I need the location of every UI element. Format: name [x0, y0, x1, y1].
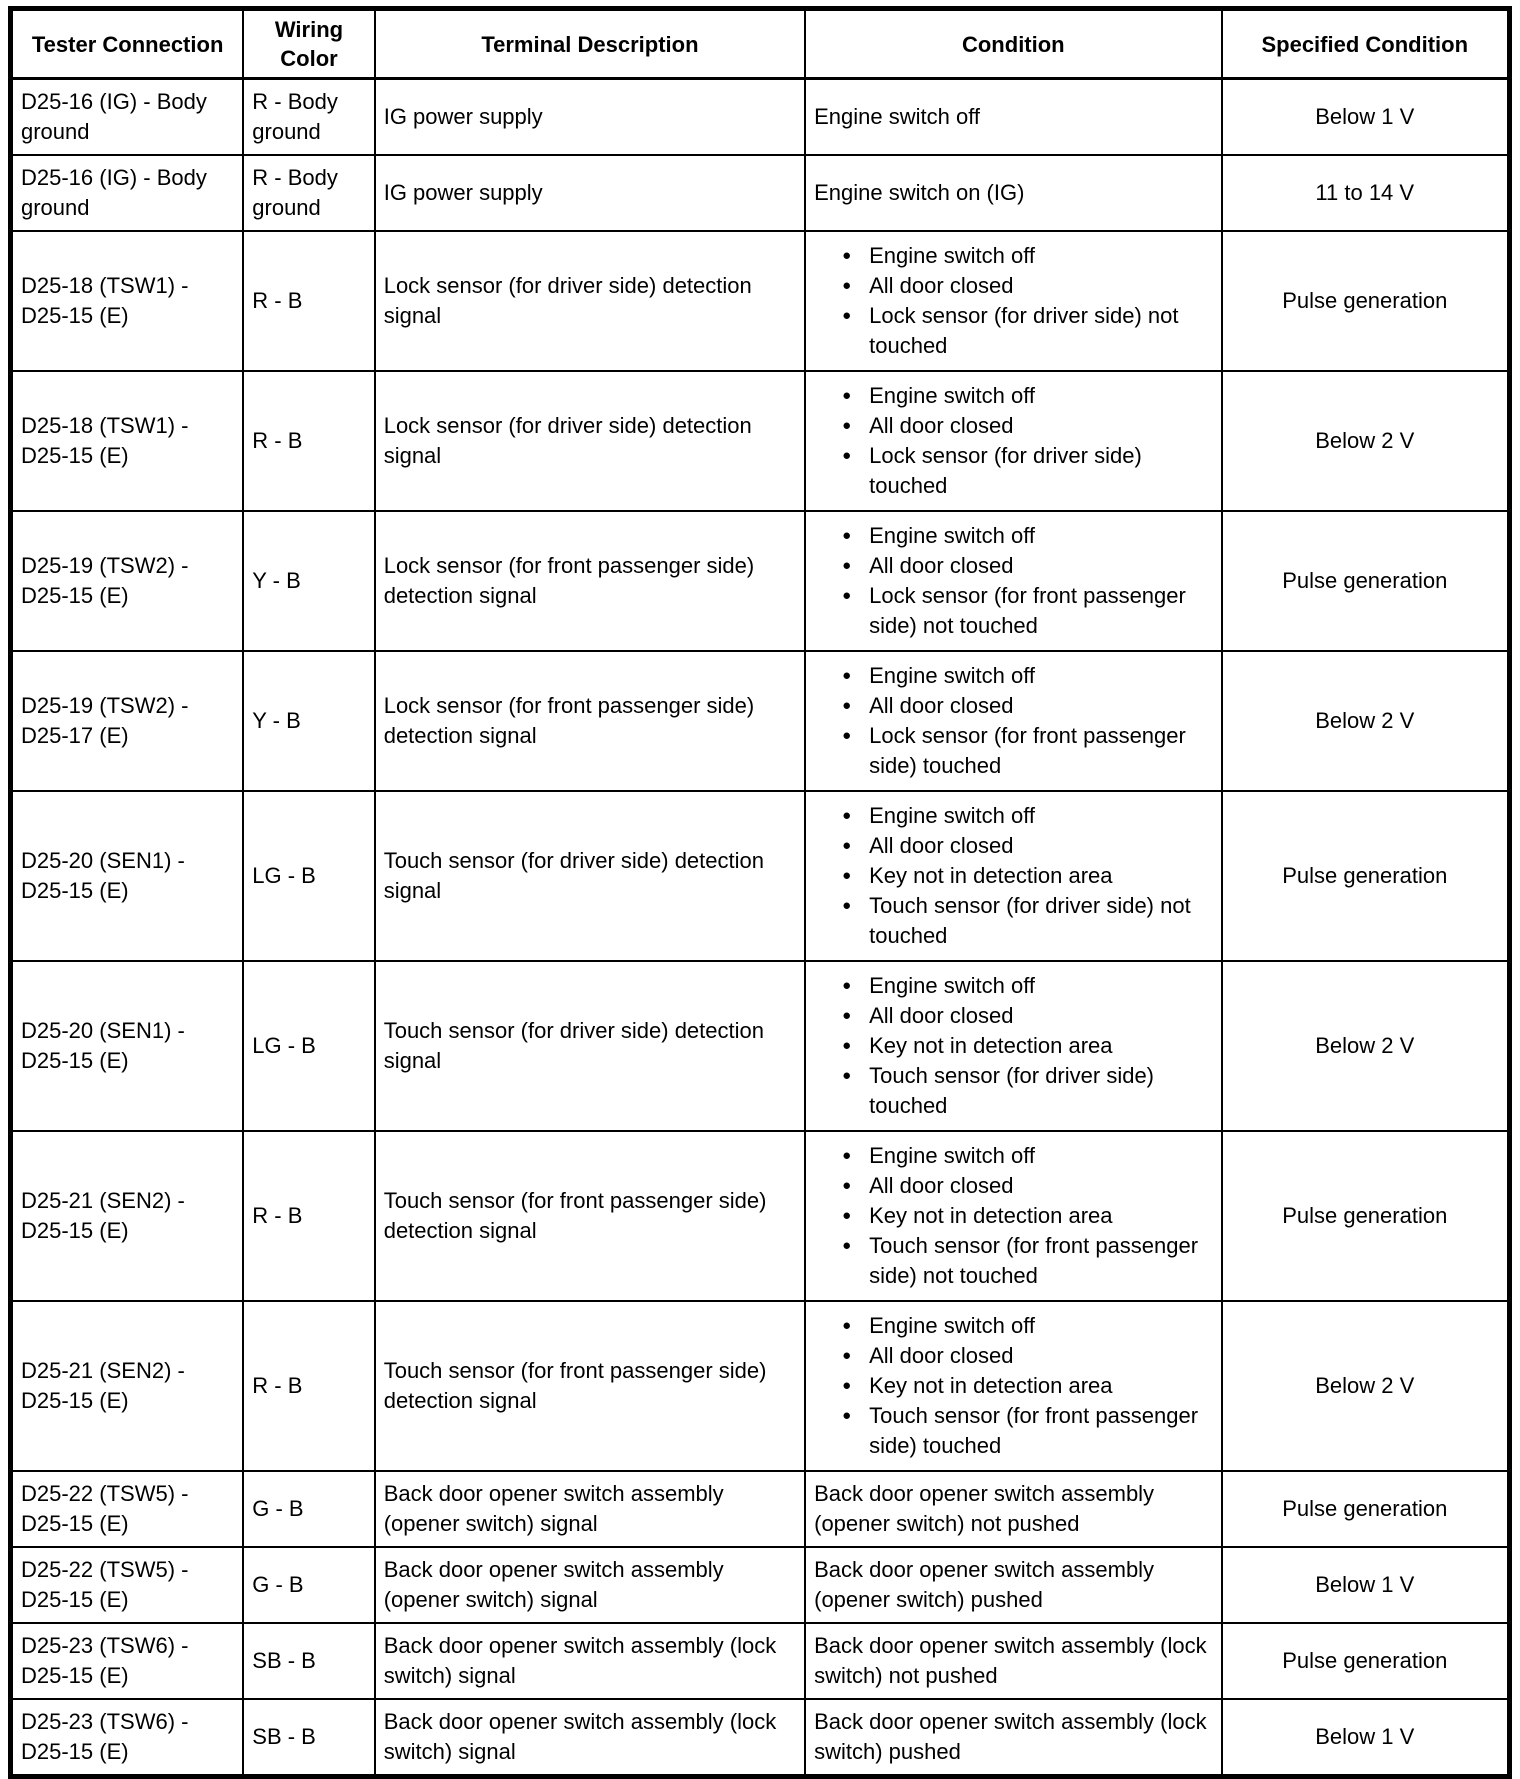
specified-condition-cell: Pulse generation	[1222, 1131, 1510, 1301]
table-row	[11, 1131, 1510, 1301]
condition-text: Touch sensor (for driver side) not touched	[869, 893, 1191, 948]
wiring-color-cell: R - B	[243, 231, 374, 371]
condition-bullet-item	[842, 891, 1210, 951]
condition-bullet-item	[842, 971, 1210, 1001]
table-row	[11, 371, 1510, 511]
table-row	[11, 1471, 1510, 1547]
bullet-icon: ●	[842, 1377, 852, 1394]
condition-cell: Engine switch on (IG)	[805, 155, 1221, 231]
condition-text: Key not in detection area	[869, 1203, 1113, 1228]
condition-text: All door closed	[869, 1343, 1014, 1368]
terminal-description-cell: Touch sensor (for front passenger side) detection signal	[375, 1131, 805, 1301]
condition-cell	[805, 231, 1221, 371]
table-row	[11, 1547, 1510, 1623]
table-row	[11, 961, 1510, 1131]
wiring-color-cell: R - Body ground	[243, 79, 374, 156]
condition-text: Lock sensor (for front passenger side) touched	[869, 723, 1186, 778]
bullet-icon: ●	[842, 1177, 852, 1194]
bullet-icon: ●	[842, 247, 852, 264]
condition-bullet-item	[842, 1311, 1210, 1341]
terminal-spec-table	[8, 6, 1512, 1779]
condition-text: All door closed	[869, 693, 1014, 718]
table-row	[11, 1699, 1510, 1777]
terminal-description-cell: Back door opener switch assembly (lock switch) signal	[375, 1623, 805, 1699]
bullet-icon: ●	[842, 1347, 852, 1364]
table-row	[11, 1623, 1510, 1699]
bullet-icon: ●	[842, 807, 852, 824]
bullet-icon: ●	[842, 557, 852, 574]
bullet-icon: ●	[842, 1007, 852, 1024]
table-row	[11, 231, 1510, 371]
condition-text: Touch sensor (for front passenger side) not touched	[869, 1233, 1199, 1288]
bullet-icon: ●	[842, 977, 852, 994]
bullet-icon: ●	[842, 1407, 852, 1424]
terminal-description-cell: Lock sensor (for driver side) detection signal	[375, 231, 805, 371]
condition-bullet-item	[842, 1341, 1210, 1371]
tester-connection-cell: D25-19 (TSW2) - D25-17 (E)	[11, 651, 244, 791]
condition-bullet-item	[842, 1231, 1210, 1291]
table-row	[11, 79, 1510, 156]
condition-bullet-item	[842, 1201, 1210, 1231]
condition-text: Key not in detection area	[869, 1373, 1113, 1398]
col-header-tester-connection: Tester Connection	[11, 9, 244, 79]
wiring-color-cell: R - Body ground	[243, 155, 374, 231]
tester-connection-cell: D25-22 (TSW5) - D25-15 (E)	[11, 1471, 244, 1547]
condition-bullet-item	[842, 241, 1210, 271]
specified-condition-cell: Pulse generation	[1222, 511, 1510, 651]
condition-cell: Back door opener switch assembly (lock switch) not pushed	[805, 1623, 1221, 1699]
table-row	[11, 651, 1510, 791]
specified-condition-cell: Below 2 V	[1222, 651, 1510, 791]
condition-bullet-item	[842, 301, 1210, 361]
condition-text: Touch sensor (for driver side) touched	[869, 1063, 1155, 1118]
bullet-icon: ●	[842, 527, 852, 544]
condition-bullet-item	[842, 551, 1210, 581]
bullet-icon: ●	[842, 837, 852, 854]
tester-connection-cell: D25-21 (SEN2) - D25-15 (E)	[11, 1301, 244, 1471]
bullet-icon: ●	[842, 667, 852, 684]
col-header-terminal-description: Terminal Description	[375, 9, 805, 79]
wiring-color-cell: Y - B	[243, 651, 374, 791]
wiring-color-cell: LG - B	[243, 961, 374, 1131]
wiring-color-cell: LG - B	[243, 791, 374, 961]
col-header-specified-condition: Specified Condition	[1222, 9, 1510, 79]
terminal-description-cell: Lock sensor (for front passenger side) detection signal	[375, 651, 805, 791]
condition-text: Engine switch off	[869, 243, 1036, 268]
wiring-color-cell: G - B	[243, 1547, 374, 1623]
condition-cell	[805, 791, 1221, 961]
condition-text: Engine switch off	[869, 803, 1036, 828]
condition-bullet-item	[842, 691, 1210, 721]
tester-connection-cell: D25-20 (SEN1) - D25-15 (E)	[11, 961, 244, 1131]
specified-condition-cell: Below 2 V	[1222, 1301, 1510, 1471]
condition-cell	[805, 961, 1221, 1131]
terminal-description-cell: Lock sensor (for front passenger side) detection signal	[375, 511, 805, 651]
specified-condition-cell: Pulse generation	[1222, 231, 1510, 371]
specified-condition-cell: Pulse generation	[1222, 791, 1510, 961]
condition-bullet-item	[842, 1141, 1210, 1171]
bullet-icon: ●	[842, 1317, 852, 1334]
condition-text: All door closed	[869, 1173, 1014, 1198]
condition-text: Lock sensor (for front passenger side) not touched	[869, 583, 1186, 638]
condition-cell	[805, 511, 1221, 651]
bullet-icon: ●	[842, 277, 852, 294]
condition-text: All door closed	[869, 413, 1014, 438]
wiring-color-cell: G - B	[243, 1471, 374, 1547]
specified-condition-cell: Below 1 V	[1222, 1547, 1510, 1623]
condition-text: Lock sensor (for driver side) touched	[869, 443, 1142, 498]
wiring-color-cell: SB - B	[243, 1699, 374, 1777]
condition-cell	[805, 1131, 1221, 1301]
bullet-icon: ●	[842, 1067, 852, 1084]
condition-bullet-item	[842, 1031, 1210, 1061]
table-row	[11, 1301, 1510, 1471]
condition-bullet-item	[842, 521, 1210, 551]
bullet-icon: ●	[842, 587, 852, 604]
bullet-icon: ●	[842, 417, 852, 434]
condition-text: Engine switch off	[869, 1143, 1036, 1168]
table-row	[11, 155, 1510, 231]
bullet-icon: ●	[842, 727, 852, 744]
terminal-description-cell: Touch sensor (for driver side) detection signal	[375, 791, 805, 961]
tester-connection-cell: D25-21 (SEN2) - D25-15 (E)	[11, 1131, 244, 1301]
condition-bullet-item	[842, 831, 1210, 861]
condition-bullet-item	[842, 1001, 1210, 1031]
col-header-wiring-color: Wiring Color	[243, 9, 374, 79]
wiring-color-cell: SB - B	[243, 1623, 374, 1699]
specified-condition-cell: Pulse generation	[1222, 1623, 1510, 1699]
specified-condition-cell: 11 to 14 V	[1222, 155, 1510, 231]
tester-connection-cell: D25-16 (IG) - Body ground	[11, 79, 244, 156]
specified-condition-cell: Below 2 V	[1222, 371, 1510, 511]
condition-cell: Back door opener switch assembly (opener switch) pushed	[805, 1547, 1221, 1623]
bullet-icon: ●	[842, 307, 852, 324]
condition-text: Key not in detection area	[869, 1033, 1113, 1058]
wiring-color-cell: R - B	[243, 371, 374, 511]
condition-text: All door closed	[869, 273, 1014, 298]
condition-cell	[805, 1301, 1221, 1471]
condition-text: Touch sensor (for front passenger side) touched	[869, 1403, 1199, 1458]
specified-condition-cell: Below 1 V	[1222, 79, 1510, 156]
terminal-description-cell: Back door opener switch assembly (opener switch) signal	[375, 1547, 805, 1623]
bullet-icon: ●	[842, 867, 852, 884]
condition-bullet-item	[842, 801, 1210, 831]
terminal-description-cell: IG power supply	[375, 155, 805, 231]
condition-cell: Back door opener switch assembly (lock switch) pushed	[805, 1699, 1221, 1777]
specified-condition-cell: Below 1 V	[1222, 1699, 1510, 1777]
condition-bullet-item	[842, 1061, 1210, 1121]
terminal-description-cell: Touch sensor (for driver side) detection signal	[375, 961, 805, 1131]
bullet-icon: ●	[842, 447, 852, 464]
condition-bullet-item	[842, 721, 1210, 781]
bullet-icon: ●	[842, 1147, 852, 1164]
header-row	[11, 9, 1510, 79]
tester-connection-cell: D25-20 (SEN1) - D25-15 (E)	[11, 791, 244, 961]
col-header-condition: Condition	[805, 9, 1221, 79]
condition-text: Engine switch off	[869, 663, 1036, 688]
condition-bullet-item	[842, 271, 1210, 301]
wiring-color-cell: R - B	[243, 1301, 374, 1471]
condition-cell: Engine switch off	[805, 79, 1221, 156]
condition-text: Engine switch off	[869, 1313, 1036, 1338]
condition-cell	[805, 371, 1221, 511]
table-row	[11, 791, 1510, 961]
condition-text: Engine switch off	[869, 383, 1036, 408]
bullet-icon: ●	[842, 897, 852, 914]
condition-bullet-item	[842, 861, 1210, 891]
condition-text: Key not in detection area	[869, 863, 1113, 888]
terminal-description-cell: Lock sensor (for driver side) detection signal	[375, 371, 805, 511]
table-body	[11, 79, 1510, 1777]
bullet-icon: ●	[842, 1037, 852, 1054]
table-row	[11, 511, 1510, 651]
condition-text: All door closed	[869, 833, 1014, 858]
terminal-description-cell: Touch sensor (for front passenger side) detection signal	[375, 1301, 805, 1471]
tester-connection-cell: D25-16 (IG) - Body ground	[11, 155, 244, 231]
specified-condition-cell: Pulse generation	[1222, 1471, 1510, 1547]
tester-connection-cell: D25-19 (TSW2) - D25-15 (E)	[11, 511, 244, 651]
tester-connection-cell: D25-23 (TSW6) - D25-15 (E)	[11, 1623, 244, 1699]
terminal-description-cell: IG power supply	[375, 79, 805, 156]
condition-cell: Back door opener switch assembly (opener switch) not pushed	[805, 1471, 1221, 1547]
terminal-description-cell: Back door opener switch assembly (opener switch) signal	[375, 1471, 805, 1547]
condition-text: All door closed	[869, 553, 1014, 578]
condition-bullet-item	[842, 381, 1210, 411]
condition-text: Engine switch off	[869, 973, 1036, 998]
condition-cell	[805, 651, 1221, 791]
bullet-icon: ●	[842, 1237, 852, 1254]
condition-text: Lock sensor (for driver side) not touched	[869, 303, 1179, 358]
condition-bullet-item	[842, 441, 1210, 501]
bullet-icon: ●	[842, 1207, 852, 1224]
specified-condition-cell: Below 2 V	[1222, 961, 1510, 1131]
terminal-description-cell: Back door opener switch assembly (lock switch) signal	[375, 1699, 805, 1777]
bullet-icon: ●	[842, 697, 852, 714]
wiring-color-cell: R - B	[243, 1131, 374, 1301]
condition-bullet-item	[842, 1401, 1210, 1461]
condition-bullet-item	[842, 1371, 1210, 1401]
condition-bullet-item	[842, 411, 1210, 441]
wiring-color-cell: Y - B	[243, 511, 374, 651]
condition-bullet-item	[842, 581, 1210, 641]
condition-text: All door closed	[869, 1003, 1014, 1028]
condition-bullet-item	[842, 661, 1210, 691]
condition-text: Engine switch off	[869, 523, 1036, 548]
tester-connection-cell: D25-18 (TSW1) - D25-15 (E)	[11, 231, 244, 371]
tester-connection-cell: D25-22 (TSW5) - D25-15 (E)	[11, 1547, 244, 1623]
bullet-icon: ●	[842, 387, 852, 404]
tester-connection-cell: D25-23 (TSW6) - D25-15 (E)	[11, 1699, 244, 1777]
tester-connection-cell: D25-18 (TSW1) - D25-15 (E)	[11, 371, 244, 511]
condition-bullet-item	[842, 1171, 1210, 1201]
